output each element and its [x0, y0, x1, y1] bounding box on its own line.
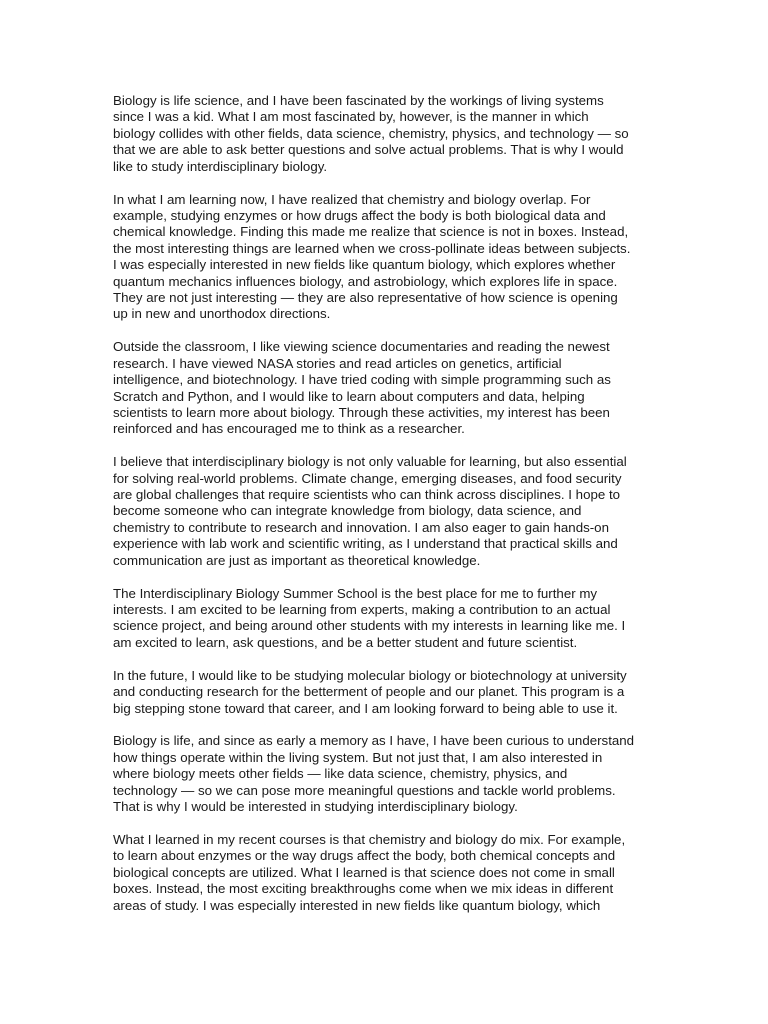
document-page: [113, 93, 661, 914]
text-line: biology collides with other fields, data science, chemistry, physics, and technology — so: [113, 125, 629, 141]
text-line: chemical knowledge. Finding this made me realize that science is not in boxes. Instead,: [113, 224, 629, 240]
text-line: become someone who can integrate knowledge from biology, data science, and: [113, 503, 582, 519]
text-line: like to study interdisciplinary biology.: [113, 158, 328, 174]
text-line: They are not just interesting — they are also representative of how science is opening: [113, 289, 618, 305]
text-line: That is why I would be interested in studying interdisciplinary biology.: [113, 799, 518, 815]
text-line: to learn about enzymes or the way drugs affect the body, both chemical concepts and: [113, 848, 616, 864]
text-line: how things operate within the living system. But not just that, I am also interested in: [113, 749, 603, 765]
text-line: are global challenges that require scientists who can think across disciplines. I hope to: [113, 487, 621, 503]
text-line: biological concepts are utilized. What I learned is that science does not come in small: [113, 864, 615, 880]
text-line: What I learned in my recent courses is that chemistry and biology do mix. For example,: [113, 831, 626, 847]
text-line: for solving real-world problems. Climate change, emerging diseases, and food security: [113, 470, 622, 486]
text-line: reinforced and has encouraged me to think as a researcher.: [113, 421, 465, 437]
text-line: big stepping stone toward that career, and I am looking forward to being able to use it.: [113, 700, 618, 716]
text-line: The Interdisciplinary Biology Summer School is the best place for me to further my: [113, 585, 598, 601]
text-line: research. I have viewed NASA stories and read articles on genetics, artificial: [113, 355, 562, 371]
paragraph-7: [113, 733, 661, 815]
text-line: scientists to learn more about biology. Through these activities, my interest has been: [113, 404, 610, 420]
text-line: experience with lab work and scientific writing, as I understand that practical skills and: [113, 536, 618, 552]
text-line: Outside the classroom, I like viewing science documentaries and reading the newest: [113, 339, 610, 355]
text-line: In the future, I would like to be studying molecular biology or biotechnology at university: [113, 667, 627, 683]
text-line: Scratch and Python, and I would like to learn about computers and data, helping: [113, 388, 585, 404]
text-line: that we are able to ask better questions and solve actual problems. That is why I would: [113, 142, 624, 158]
text-line: I was especially interested in new fields like quantum biology, which explores whether: [113, 257, 616, 273]
text-line: and conducting research for the betterment of people and our planet. This program is a: [113, 684, 625, 700]
text-line: since I was a kid. What I am most fascinated by, however, is the manner in which: [113, 109, 589, 125]
text-line: areas of study. I was especially interested in new fields like quantum biology, which: [113, 897, 601, 913]
text-line: Biology is life science, and I have been fascinated by the workings of living systems: [113, 93, 604, 108]
text-line: chemistry to contribute to research and innovation. I am also eager to gain hands-on: [113, 519, 609, 535]
text-line: the most interesting things are learned when we cross-pollinate ideas between subjects.: [113, 240, 631, 256]
text-line: quantum mechanics influences biology, and astrobiology, which explores life in space.: [113, 273, 618, 289]
text-line: science project, and being around other students with my interests in learning like me. I: [113, 618, 626, 634]
paragraph-8: [113, 832, 661, 914]
paragraph-1: [113, 93, 661, 175]
text-line: intelligence, and biotechnology. I have tried coding with simple programming such as: [113, 372, 611, 388]
text-line: example, studying enzymes or how drugs affect the body is both biological data and: [113, 207, 606, 223]
paragraph-4: [113, 454, 661, 569]
text-line: technology — so we can pose more meaningful questions and tackle world problems.: [113, 782, 616, 798]
text-line: Biology is life, and since as early a memory as I have, I have been curious to understand: [113, 733, 635, 749]
text-line: interests. I am excited to be learning from experts, making a contribution to an actual: [113, 601, 611, 617]
text-line: boxes. Instead, the most exciting breakthroughs come when we mix ideas in different: [113, 881, 614, 897]
text-line: communication are just as important as theoretical knowledge.: [113, 552, 481, 568]
text-line: up in new and unorthodox directions.: [113, 306, 331, 322]
paragraph-6: [113, 668, 661, 717]
paragraph-5: [113, 586, 661, 652]
text-line: am excited to learn, ask questions, and be a better student and future scientist.: [113, 634, 578, 650]
paragraph-2: [113, 192, 661, 323]
text-line: where biology meets other fields — like data science, chemistry, physics, and: [113, 766, 568, 782]
paragraph-3: [113, 339, 661, 437]
text-line: I believe that interdisciplinary biology is not only valuable for learning, but also essential: [113, 454, 627, 470]
text-line: In what I am learning now, I have realized that chemistry and biology overlap. For: [113, 191, 591, 207]
